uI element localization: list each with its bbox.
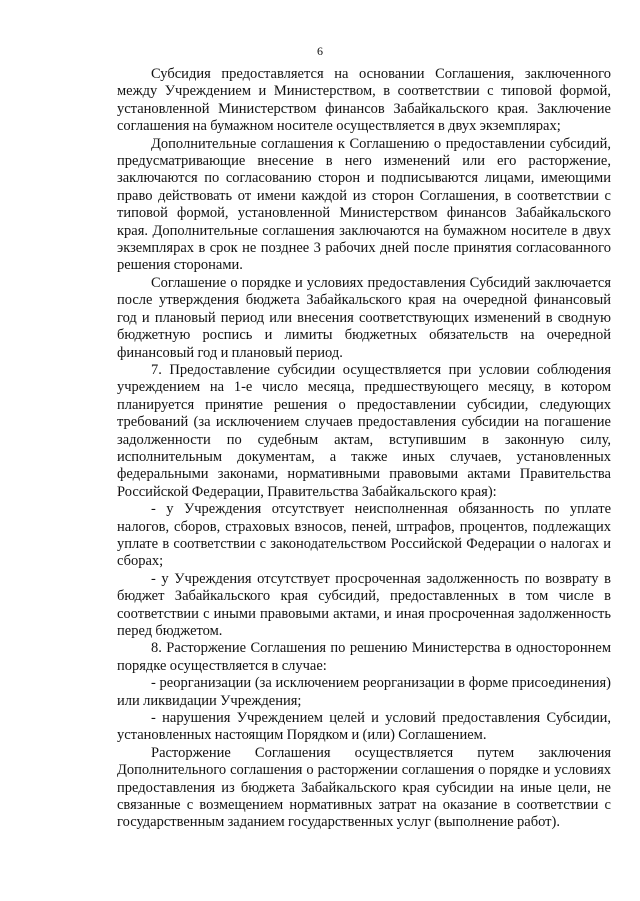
paragraph-termination-procedure: Расторжение Соглашения осуществляется путем заключения Дополнительного соглашения о расторжении соглашения о порядке и условиях предоставления из бюджета Забайкальского края субсидии на иные цели, не связанные с возмещением нормативных затрат на оказание в соответствии с государственным заданием государственных услуг (выполнение работ). (117, 744, 611, 831)
page-number: 6 (317, 44, 323, 58)
paragraph-no-tax-obligations: - у Учреждения отсутствует неисполненная обязанность по уплате налогов, сборов, страховых взносов, пеней, штрафов, процентов, подлежащих уплате в соответствии с законодательством Российской Федерации о налогах и сборах; (117, 501, 611, 570)
document-body (117, 66, 611, 832)
paragraph-agreement-conclusion: Соглашение о порядке и условиях предоставления Субсидий заключается после утверждения бюджета Забайкальского края на очередной финансовый год и плановый период или внесения соответствующих изменений в сводную бюджетную роспись и лимиты бюджетных обязательств на очередной финансовый год и плановый период. (117, 274, 611, 361)
paragraph-subsidy-agreement: Субсидия предоставляется на основании Соглашения, заключенного между Учреждением и Министерством, в соответствии с типовой формой, установленной Министерством финансов Забайкальского края. Заключение соглашения на бумажном носителе осуществляется в двух экземплярах; (117, 66, 611, 135)
paragraph-no-overdue-debt: - у Учреждения отсутствует просроченная задолженность по возврату в бюджет Забайкальского края субсидий, предоставленных в том числе в соответствии с иными правовыми актами, и иная просроченная задолженность перед бюджетом. (117, 570, 611, 639)
paragraph-item-8-termination: 8. Расторжение Соглашения по решению Министерства в одностороннем порядке осуществляется в случае: (117, 640, 611, 674)
paragraph-reorganization: - реорганизации (за исключением реорганизации в форме присоединения) или ликвидации Учреждения; (117, 675, 611, 709)
paragraph-additional-agreements: Дополнительные соглашения к Соглашению о предоставлении субсидий, предусматривающие внесение в него изменений или его расторжение, заключаются по согласованию сторон и подписываются лицами, имеющими право действовать от имени каждой из сторон Соглашения, в соответствии с типовой формой, установленной Министерством финансов Забайкальского края. Дополнительные соглашения заключаются на бумажном носителе в двух экземплярах в срок не позднее 3 рабочих дней после принятия согласованного решения сторонами. (117, 135, 611, 274)
paragraph-violation: - нарушения Учреждением целей и условий предоставления Субсидии, установленных настоящим Порядком и (или) Соглашением. (117, 710, 611, 744)
paragraph-item-7-conditions: 7. Предоставление субсидии осуществляется при условии соблюдения учреждением на 1-е число месяца, предшествующего месяцу, в котором планируется принятие решения о предоставлении субсидии, следующих требований (за исключением случаев предоставления субсидии на погашение задолженности по судебным актам, вступившим в законную силу, исполнительным документам, а также иных случаев, установленных федеральными законами, нормативными правовыми актами Правительства Российской Федерации, Правительства Забайкальского края): (117, 361, 611, 500)
